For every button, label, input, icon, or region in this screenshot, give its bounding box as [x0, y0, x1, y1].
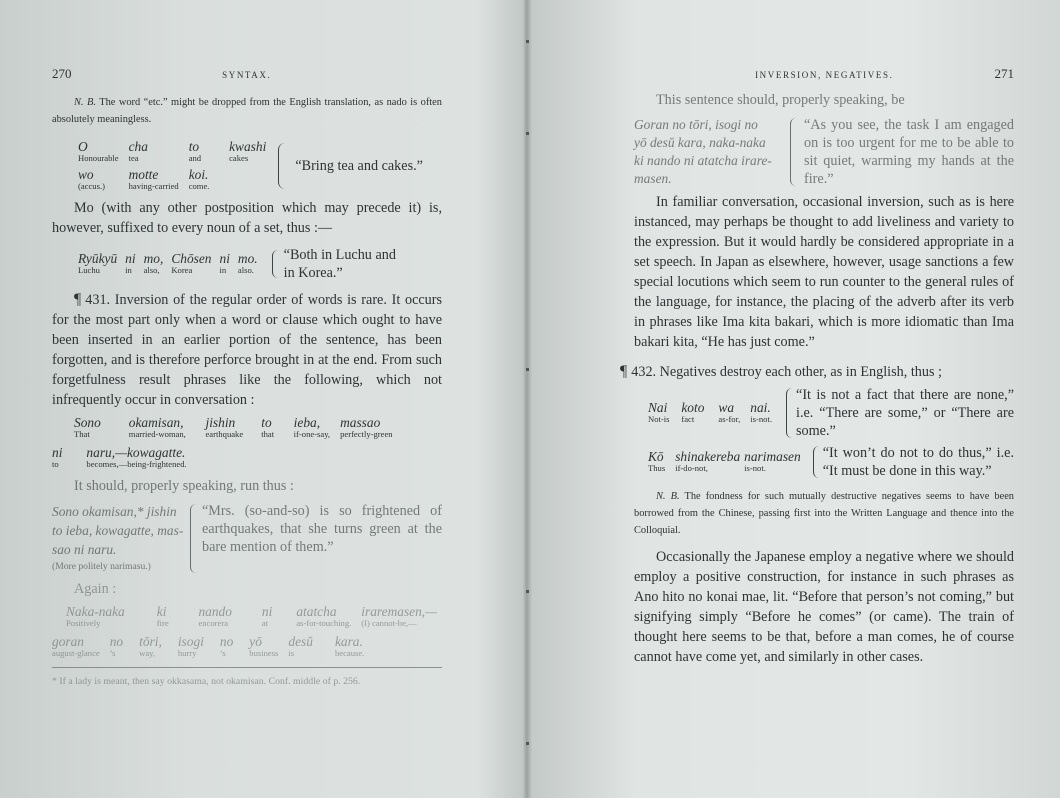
gloss-jp: koi.: [188, 167, 209, 182]
familiar-paragraph: In familiar conversation, occasional inversion, such as is here instanced, may perhaps be thought to add liveliness and variety to the expression. But it would hardly be considered appropriate in a set speech. In Japan as elsewhere, however, usage sanctions a few special locutions which seem to run counter to the general rules of the language, for instance, the placing of the adverb after its verb in phrases like Ima kita bakari, which is more idiomatic than Ima bakari kita, “He has just come.”: [634, 194, 1014, 350]
gloss-en: come.: [188, 181, 210, 191]
gloss-jp: mo.: [237, 251, 258, 266]
brace: [190, 504, 196, 573]
translation: “It is not a fact that there are none,” i.e. “There are some,” or “There are some.”: [796, 387, 1014, 439]
page-number: 271: [994, 66, 1014, 81]
gloss-en: also,: [143, 265, 160, 275]
gloss-en: in: [125, 265, 132, 275]
section-431: [52, 290, 442, 410]
gloss-jp: iraremasen,—: [361, 604, 438, 619]
gloss-en: Luchu: [78, 265, 100, 275]
gloss-en: also.: [237, 265, 254, 275]
nb-text: The word “etc.” might be dropped from the English translation, as nado is often absolutely meaningless.: [52, 97, 442, 125]
gloss-en: ’s: [219, 648, 226, 658]
example-okamisan: [74, 416, 403, 440]
pilcrow-icon: ¶: [74, 291, 82, 308]
politeness-note: (More politely narimasu.): [52, 561, 151, 572]
section-number: 431.: [85, 292, 111, 308]
gloss-jp: isogi: [177, 634, 204, 649]
example-frightened: [52, 502, 442, 575]
gloss-en: if-one-say,: [293, 429, 331, 439]
running-head: SYNTAX.: [222, 70, 272, 80]
gloss-en: is: [288, 648, 295, 658]
gloss-jp: Naka-naka: [66, 604, 125, 619]
gloss-en: august-glance: [52, 648, 100, 658]
gloss-jp: Ryūkyū: [78, 251, 118, 266]
gloss-en: That: [74, 429, 90, 439]
example-luchu: [78, 246, 442, 282]
gloss-en: Korea: [171, 265, 193, 275]
page-number: 270: [52, 66, 72, 81]
properly-paragraph: It should, properly speaking, run thus :: [74, 478, 294, 494]
gloss-jp: no: [219, 634, 234, 649]
brace: [790, 118, 796, 186]
gloss-jp: kwashi: [229, 139, 267, 154]
gloss-en: as-for-touching.: [296, 618, 352, 628]
jp-line: yō desŭ kara, naka-naka: [634, 135, 766, 150]
gloss-jp: nando: [198, 604, 232, 619]
jp-line: sao ni naru.: [52, 542, 117, 557]
gloss-en: earthquake: [205, 429, 244, 439]
gloss-en: because.: [334, 648, 365, 658]
stitch-mark: [526, 40, 529, 43]
gloss-jp: cha: [128, 139, 148, 154]
right-header: [634, 66, 1014, 88]
gloss-jp: Chōsen: [171, 251, 212, 266]
gloss-jp: no: [109, 634, 124, 649]
translation-line: in Korea.”: [283, 265, 343, 281]
stitch-mark: [526, 132, 529, 135]
stitch-mark: [526, 742, 529, 745]
gloss-table: [78, 140, 276, 192]
gloss-jp: koto: [681, 400, 705, 415]
jp-line: to ieba, kowagatte, mas-: [52, 523, 184, 538]
nb-note: [52, 94, 442, 128]
footnote-rule: [52, 667, 442, 668]
translation: “It won’t do not to do thus,” i.e. “It must be done in this way.”: [822, 445, 1014, 479]
gloss-en: married-woman,: [128, 429, 186, 439]
gloss-jp: ni: [125, 251, 136, 266]
translation: “Mrs. (so-and-so) is so frightened of earthquakes, that she turns green at the bare mention of them.”: [202, 503, 442, 555]
translation: “Bring tea and cakes.”: [295, 158, 423, 174]
nb-label: N. B.: [74, 97, 96, 108]
gloss-en: is-not.: [744, 463, 766, 473]
gloss-jp: narimasen: [744, 449, 801, 464]
section-text: Inversion of the regular order of words is rare. It occurs for the most part only when a word or clause which ought to have been inserted in an earlier portion of the sentence, has been forgotten, and is therefore perforce brought in at the end. From such forgetfulness result phrases like the following, which not infrequently occur in conversation :: [52, 292, 442, 408]
gloss-en: hurry: [177, 648, 197, 658]
gloss-en: becomes,—being-frightened.: [86, 459, 187, 469]
jp-line: Sono okamisan,* jishin: [52, 504, 177, 519]
intro-paragraph: This sentence should, properly speaking, be: [656, 92, 905, 108]
gloss-jp: Nai: [648, 400, 668, 415]
translation: [284, 246, 396, 282]
gloss-jp: to: [188, 139, 200, 154]
example-goran: [634, 116, 1014, 188]
gloss-jp: mo,: [143, 251, 164, 266]
gloss-en: in: [219, 265, 227, 275]
example-jp-block: [52, 502, 188, 575]
example-naka-naka-2: [52, 635, 374, 659]
gloss-en: (I) cannot-be,—: [361, 618, 417, 628]
translation-line: “Both in Luchu and: [283, 247, 396, 263]
gloss-en: Thus: [648, 463, 666, 473]
gloss-en: (accus.): [78, 181, 105, 191]
brace: [272, 250, 278, 278]
gloss-jp: ni: [52, 445, 63, 460]
running-head: INVERSION, NEGATIVES.: [755, 70, 894, 80]
section-number: 432.: [631, 364, 657, 380]
gloss-en: that: [261, 429, 275, 439]
example-tea-cakes: [78, 140, 442, 192]
gloss-jp: tōri,: [139, 634, 162, 649]
gloss-en: Not-is: [648, 414, 670, 424]
example-nai: [648, 386, 1014, 440]
gloss-table: [648, 450, 811, 474]
gloss-jp: wa: [718, 400, 735, 415]
gloss-jp: kara.: [334, 634, 363, 649]
gloss-jp: ni: [219, 251, 230, 266]
gloss-en: if-do-not,: [675, 463, 708, 473]
gloss-table: [78, 252, 268, 276]
gloss-en: having-carried: [128, 181, 179, 191]
right-page: [530, 0, 1060, 798]
gloss-jp: yō: [249, 634, 262, 649]
gloss-en: fire: [156, 618, 169, 628]
gloss-jp: okamisan,: [128, 415, 184, 430]
gloss-en: at: [261, 618, 269, 628]
jp-line: Goran no tōri, isogi no: [634, 117, 758, 132]
gloss-jp: naru,—kowagatte.: [86, 445, 186, 460]
again-label: Again :: [74, 581, 117, 597]
gloss-jp: O: [78, 139, 88, 154]
gloss-jp: nai.: [750, 400, 771, 415]
gloss-en: as-for,: [718, 414, 741, 424]
gloss-jp: shinakereba: [675, 449, 741, 464]
gloss-jp: massao: [340, 415, 381, 430]
gloss-en: is-not.: [750, 414, 773, 424]
gloss-en: tea: [128, 153, 139, 163]
example-ko-shinakereba: [648, 444, 1014, 480]
gloss-en: perfectly-green: [340, 429, 393, 439]
gloss-jp: desŭ: [288, 634, 313, 649]
gloss-jp: jishin: [205, 415, 236, 430]
section-432: [620, 362, 1014, 382]
gloss-en: ’s: [109, 648, 116, 658]
mo-paragraph: Mo (with any other postposition which may precede it) is, however, suffixed to every noun of a set, thus :—: [52, 200, 442, 236]
stitch-mark: [526, 368, 529, 371]
translation: “As you see, the task I am engaged on is too urgent for me to be able to sit quiet, warming my hands at the fire.”: [804, 117, 1014, 187]
example-jp-block: [634, 116, 786, 188]
gloss-jp: Sono: [74, 415, 101, 430]
gloss-en: cakes: [229, 153, 249, 163]
section-text: Negatives destroy each other, as in English, thus ;: [659, 364, 942, 380]
gloss-jp: ni: [261, 604, 273, 619]
footnote: * If a lady is meant, then say okkasama, not okamisan. Conf. middle of p. 256.: [52, 676, 361, 687]
gloss-jp: to: [261, 415, 272, 430]
gloss-jp: wo: [78, 167, 94, 182]
gloss-en: to: [52, 459, 59, 469]
gloss-en: fact: [681, 414, 695, 424]
gloss-en: business: [249, 648, 279, 658]
gloss-jp: ki: [156, 604, 167, 619]
gloss-jp: Kō: [648, 449, 664, 464]
brace: [278, 143, 285, 189]
left-page: [0, 0, 526, 798]
jp-line: ki nando ni atatcha irare-: [634, 153, 772, 168]
left-header: [52, 66, 442, 88]
gloss-en: Positively: [66, 618, 101, 628]
nb-note: [634, 488, 1014, 539]
stitch-mark: [526, 590, 529, 593]
gloss-jp: atatcha: [296, 604, 337, 619]
gloss-jp: ieba,: [293, 415, 321, 430]
gloss-jp: goran: [52, 634, 84, 649]
brace: [786, 388, 792, 438]
gloss-table: [648, 401, 782, 425]
gloss-jp: motte: [128, 167, 159, 182]
gloss-en: encorera: [198, 618, 229, 628]
final-paragraph: Occasionally the Japanese employ a negative where we should employ a positive construction, for instance in such phrases as Ano hito no konai mae, lit. “Before that person’s not coming,” but signifying simply “Before he comes” (or came). The train of thought here seems to be that, before a man comes, he of course cannot have come yet, and similarly in other cases.: [634, 549, 1014, 665]
gloss-en: way,: [139, 648, 156, 658]
example-naka-naka: [66, 605, 447, 629]
example-okamisan-2: [52, 446, 197, 470]
gloss-en: and: [188, 153, 202, 163]
brace: [813, 446, 819, 478]
pilcrow-icon: ¶: [620, 363, 628, 380]
nb-text: The fondness for such mutually destructive negatives seems to have been borrowed from the Chinese, passing first into the Written Language and thence into the Colloquial.: [634, 491, 1015, 536]
nb-label: N. B.: [656, 491, 680, 502]
jp-line: masen.: [634, 171, 672, 186]
gloss-en: Honourable: [78, 153, 119, 163]
